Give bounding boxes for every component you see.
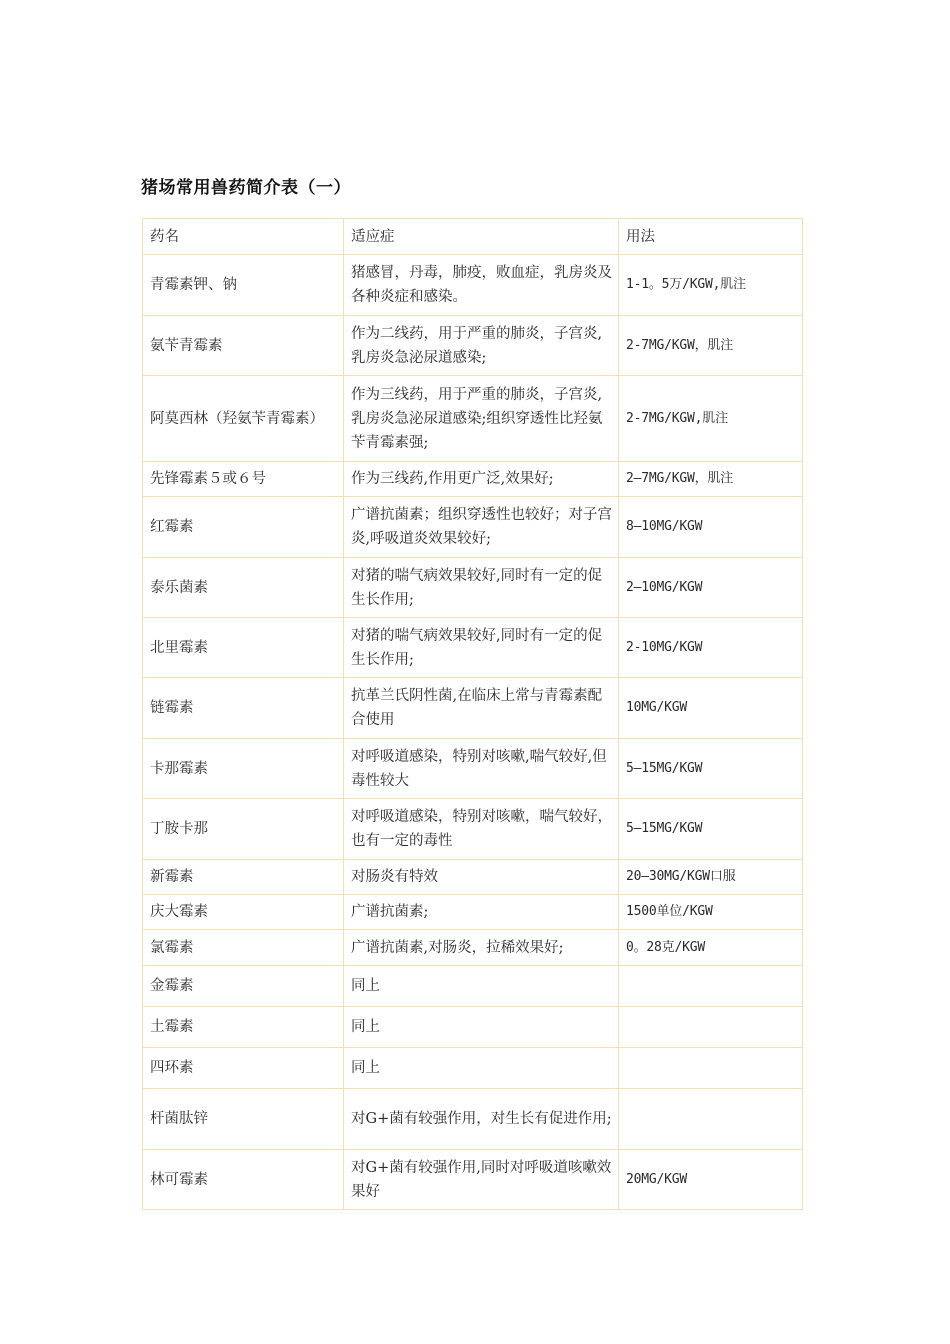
table-row xyxy=(143,558,803,618)
table-row xyxy=(143,799,803,860)
header-drug-name: 药名 xyxy=(143,219,344,255)
cell-drug-name: 新霉素 xyxy=(143,860,344,895)
cell-usage xyxy=(619,966,803,1007)
cell-indication: 对呼吸道感染，特别对咳嗽，喘气较好，也有一定的毒性 xyxy=(344,799,619,860)
cell-drug-name: 四环素 xyxy=(143,1048,344,1089)
table-body xyxy=(143,219,803,1210)
header-indication: 适应症 xyxy=(344,219,619,255)
cell-drug-name: 林可霉素 xyxy=(143,1150,344,1210)
cell-drug-name: 先锋霉素５或６号 xyxy=(143,462,344,497)
cell-indication: 对猪的喘气病效果较好,同时有一定的促生长作用; xyxy=(344,618,619,678)
cell-indication: 对猪的喘气病效果较好,同时有一定的促生长作用; xyxy=(344,558,619,618)
header-usage: 用法 xyxy=(619,219,803,255)
table-row xyxy=(143,678,803,739)
cell-drug-name: 氨苄青霉素 xyxy=(143,316,344,376)
cell-usage xyxy=(619,1089,803,1150)
cell-drug-name: 土霉素 xyxy=(143,1007,344,1048)
cell-indication: 广谱抗菌素,对肠炎，拉稀效果好; xyxy=(344,930,619,966)
cell-indication: 广谱抗菌素; xyxy=(344,895,619,930)
cell-drug-name: 庆大霉素 xyxy=(143,895,344,930)
cell-indication: 广谱抗菌素；组织穿透性也较好；对子宫炎,呼吸道炎效果较好; xyxy=(344,497,619,558)
cell-drug-name: 杆菌肽锌 xyxy=(143,1089,344,1150)
table-row xyxy=(143,1089,803,1150)
cell-indication: 作为二线药，用于严重的肺炎，子宫炎,乳房炎急泌尿道感染; xyxy=(344,316,619,376)
cell-usage: 5—15MG/KGW xyxy=(619,739,803,799)
cell-indication: 对肠炎有特效 xyxy=(344,860,619,895)
table-row xyxy=(143,966,803,1007)
page-title: 猪场常用兽药简介表（一） xyxy=(141,178,351,198)
cell-usage: 2-7MG/KGW，肌注 xyxy=(619,316,803,376)
table-row xyxy=(143,860,803,895)
cell-drug-name: 青霉素钾、钠 xyxy=(143,255,344,316)
cell-indication: 对G+菌有较强作用,同时对呼吸道咳嗽效果好 xyxy=(344,1150,619,1210)
cell-usage: 2—7MG/KGW，肌注 xyxy=(619,462,803,497)
table-row xyxy=(143,255,803,316)
cell-drug-name: 北里霉素 xyxy=(143,618,344,678)
drug-table xyxy=(142,218,803,1210)
table-header-row xyxy=(143,219,803,255)
cell-indication: 同上 xyxy=(344,1007,619,1048)
table-row xyxy=(143,497,803,558)
cell-indication: 作为三线药，用于严重的肺炎，子宫炎,乳房炎急泌尿道感染;组织穿透性比羟氨苄青霉素强; xyxy=(344,376,619,462)
table-row xyxy=(143,1007,803,1048)
cell-indication: 猪感冒，丹毒，肺疫，败血症，乳房炎及各种炎症和感染。 xyxy=(344,255,619,316)
cell-usage: 20MG/KGW xyxy=(619,1150,803,1210)
table-row xyxy=(143,316,803,376)
table-row xyxy=(143,376,803,462)
cell-indication: 对呼吸道感染，特别对咳嗽,喘气较好,但毒性较大 xyxy=(344,739,619,799)
cell-drug-name: 卡那霉素 xyxy=(143,739,344,799)
cell-usage: 5—15MG/KGW xyxy=(619,799,803,860)
cell-indication: 抗革兰氏阴性菌,在临床上常与青霉素配合使用 xyxy=(344,678,619,739)
cell-usage: 20—30MG/KGW口服 xyxy=(619,860,803,895)
cell-indication: 对G+菌有较强作用，对生长有促进作用; xyxy=(344,1089,619,1150)
cell-usage: 2-7MG/KGW,肌注 xyxy=(619,376,803,462)
cell-drug-name: 阿莫西林（羟氨苄青霉素） xyxy=(143,376,344,462)
cell-indication: 作为三线药,作用更广泛,效果好; xyxy=(344,462,619,497)
cell-drug-name: 红霉素 xyxy=(143,497,344,558)
cell-drug-name: 链霉素 xyxy=(143,678,344,739)
cell-usage xyxy=(619,1007,803,1048)
cell-drug-name: 氯霉素 xyxy=(143,930,344,966)
cell-usage: 10MG/KGW xyxy=(619,678,803,739)
table-row xyxy=(143,895,803,930)
table-row xyxy=(143,1150,803,1210)
cell-usage: 2-10MG/KGW xyxy=(619,618,803,678)
cell-indication: 同上 xyxy=(344,966,619,1007)
cell-indication: 同上 xyxy=(344,1048,619,1089)
table-row xyxy=(143,1048,803,1089)
cell-drug-name: 泰乐菌素 xyxy=(143,558,344,618)
table-row xyxy=(143,618,803,678)
cell-usage: 1500单位/KGW xyxy=(619,895,803,930)
cell-usage: 8—10MG/KGW xyxy=(619,497,803,558)
cell-usage: 1-1。5万/KGW,肌注 xyxy=(619,255,803,316)
cell-usage xyxy=(619,1048,803,1089)
cell-usage: 2—10MG/KGW xyxy=(619,558,803,618)
cell-drug-name: 金霉素 xyxy=(143,966,344,1007)
table-row xyxy=(143,462,803,497)
table-row xyxy=(143,739,803,799)
cell-drug-name: 丁胺卡那 xyxy=(143,799,344,860)
table-row xyxy=(143,930,803,966)
cell-usage: 0。28克/KGW xyxy=(619,930,803,966)
